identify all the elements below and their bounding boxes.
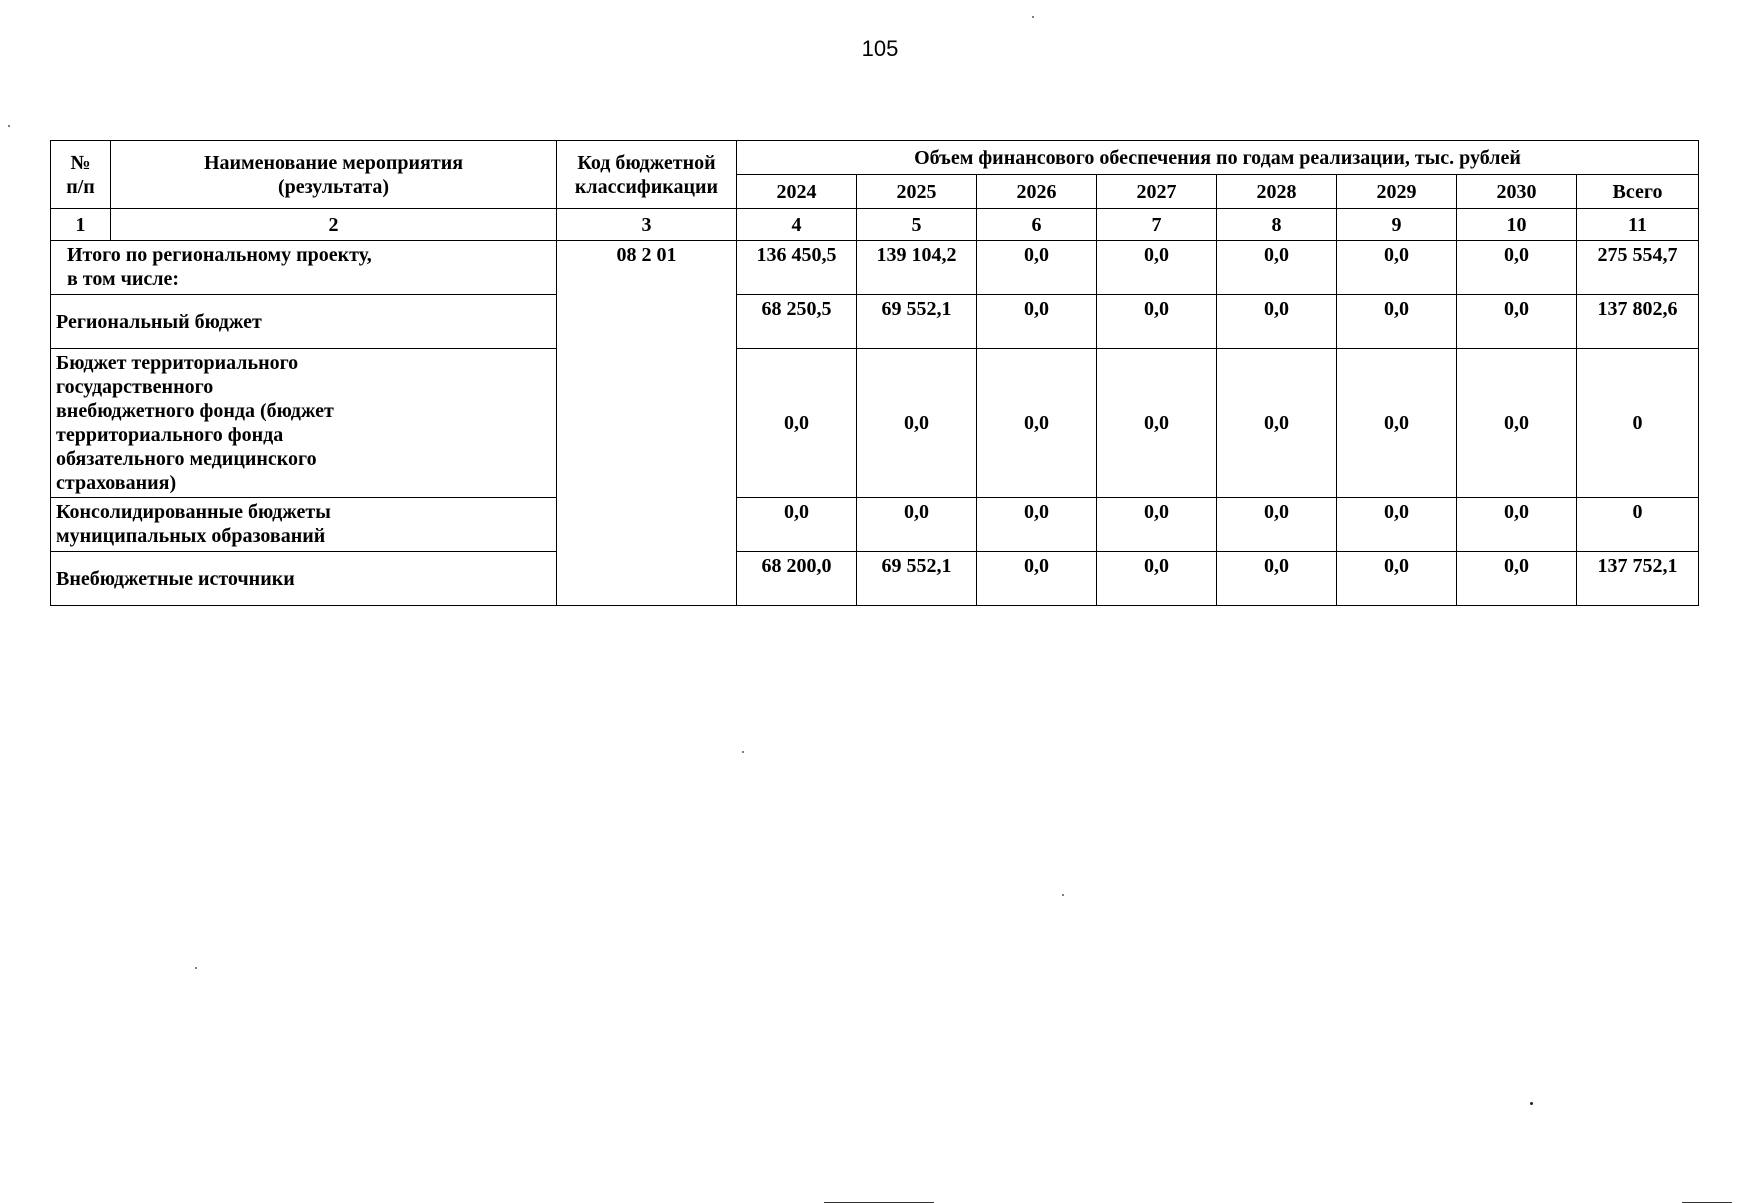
header-year: 2026 <box>977 175 1097 209</box>
value-cell: 139 104,2 <box>857 241 977 295</box>
table-row <box>51 349 1699 498</box>
page-number: 105 <box>861 36 899 61</box>
header-year: 2027 <box>1097 175 1217 209</box>
value-cell: 136 450,5 <box>737 241 857 295</box>
budget-code: 08 2 01 <box>557 241 737 606</box>
value-cell: 0,0 <box>1457 552 1577 606</box>
value-cell: 0,0 <box>1457 349 1577 498</box>
value-cell: 0,0 <box>1217 498 1337 552</box>
value-cell: 0,0 <box>1217 349 1337 498</box>
table-row <box>51 241 1699 295</box>
scan-speck <box>195 967 197 969</box>
scan-speck <box>1530 1102 1533 1105</box>
value-cell: 0,0 <box>857 349 977 498</box>
column-number: 10 <box>1457 209 1577 241</box>
column-number: 2 <box>111 209 557 241</box>
value-cell: 137 802,6 <box>1577 295 1699 349</box>
column-number: 1 <box>51 209 111 241</box>
value-cell: 0,0 <box>1337 349 1457 498</box>
header-year: 2024 <box>737 175 857 209</box>
value-cell: 69 552,1 <box>857 295 977 349</box>
financing-table <box>50 140 1699 606</box>
column-numbering-row <box>51 209 1699 241</box>
column-number: 11 <box>1577 209 1699 241</box>
value-cell: 0,0 <box>977 241 1097 295</box>
value-cell: 68 200,0 <box>737 552 857 606</box>
value-cell: 0,0 <box>1097 349 1217 498</box>
value-cell: 0 <box>1577 498 1699 552</box>
row-name-regional: Региональный бюджет <box>51 295 557 349</box>
row-name-municipal: Консолидированные бюджеты муниципальных образований <box>51 498 557 552</box>
scan-speck <box>742 751 744 753</box>
header-year: 2025 <box>857 175 977 209</box>
header-num: № п/п <box>51 141 111 209</box>
value-cell: 0,0 <box>857 498 977 552</box>
value-cell: 0,0 <box>1337 498 1457 552</box>
value-cell: 0,0 <box>1457 241 1577 295</box>
value-cell: 0,0 <box>1337 552 1457 606</box>
value-cell: 0 <box>1577 349 1699 498</box>
value-cell: 0,0 <box>977 295 1097 349</box>
header-total: Всего <box>1577 175 1699 209</box>
value-cell: 0,0 <box>977 349 1097 498</box>
scan-speck <box>1032 16 1034 18</box>
value-cell: 0,0 <box>1097 552 1217 606</box>
value-cell: 0,0 <box>977 552 1097 606</box>
header-year: 2028 <box>1217 175 1337 209</box>
value-cell: 0,0 <box>1337 241 1457 295</box>
value-cell: 0,0 <box>1457 295 1577 349</box>
value-cell: 0,0 <box>977 498 1097 552</box>
value-cell: 137 752,1 <box>1577 552 1699 606</box>
column-number: 7 <box>1097 209 1217 241</box>
header-name: Наименование мероприятия (результата) <box>111 141 557 209</box>
value-cell: 0,0 <box>1217 241 1337 295</box>
header-volume: Объем финансового обеспечения по годам реализации, тыс. рублей <box>737 141 1699 175</box>
value-cell: 0,0 <box>1097 295 1217 349</box>
scan-speck <box>1062 894 1064 896</box>
column-number: 8 <box>1217 209 1337 241</box>
value-cell: 0,0 <box>1097 498 1217 552</box>
value-cell: 0,0 <box>1097 241 1217 295</box>
column-number: 6 <box>977 209 1097 241</box>
header-row-1 <box>51 141 1699 175</box>
value-cell: 69 552,1 <box>857 552 977 606</box>
value-cell: 0,0 <box>1217 295 1337 349</box>
scan-speck <box>8 125 10 127</box>
header-year: 2029 <box>1337 175 1457 209</box>
value-cell: 0,0 <box>1457 498 1577 552</box>
column-number: 4 <box>737 209 857 241</box>
value-cell: 0,0 <box>737 498 857 552</box>
header-code: Код бюджетной классификации <box>557 141 737 209</box>
table-row <box>51 552 1699 606</box>
table-row <box>51 498 1699 552</box>
value-cell: 0,0 <box>737 349 857 498</box>
value-cell: 0,0 <box>1337 295 1457 349</box>
table-row <box>51 295 1699 349</box>
row-name-total: Итого по региональному проекту, в том числе: <box>51 241 557 295</box>
value-cell: 0,0 <box>1217 552 1337 606</box>
column-number: 5 <box>857 209 977 241</box>
header-year: 2030 <box>1457 175 1577 209</box>
value-cell: 68 250,5 <box>737 295 857 349</box>
value-cell: 275 554,7 <box>1577 241 1699 295</box>
column-number: 3 <box>557 209 737 241</box>
column-number: 9 <box>1337 209 1457 241</box>
row-name-fund: Бюджет территориального государственного внебюджетного фонда (бюджет территориального фонда обязательного медицинского страхования) <box>51 349 557 498</box>
row-name-extrabudgetary: Внебюджетные источники <box>51 552 557 606</box>
